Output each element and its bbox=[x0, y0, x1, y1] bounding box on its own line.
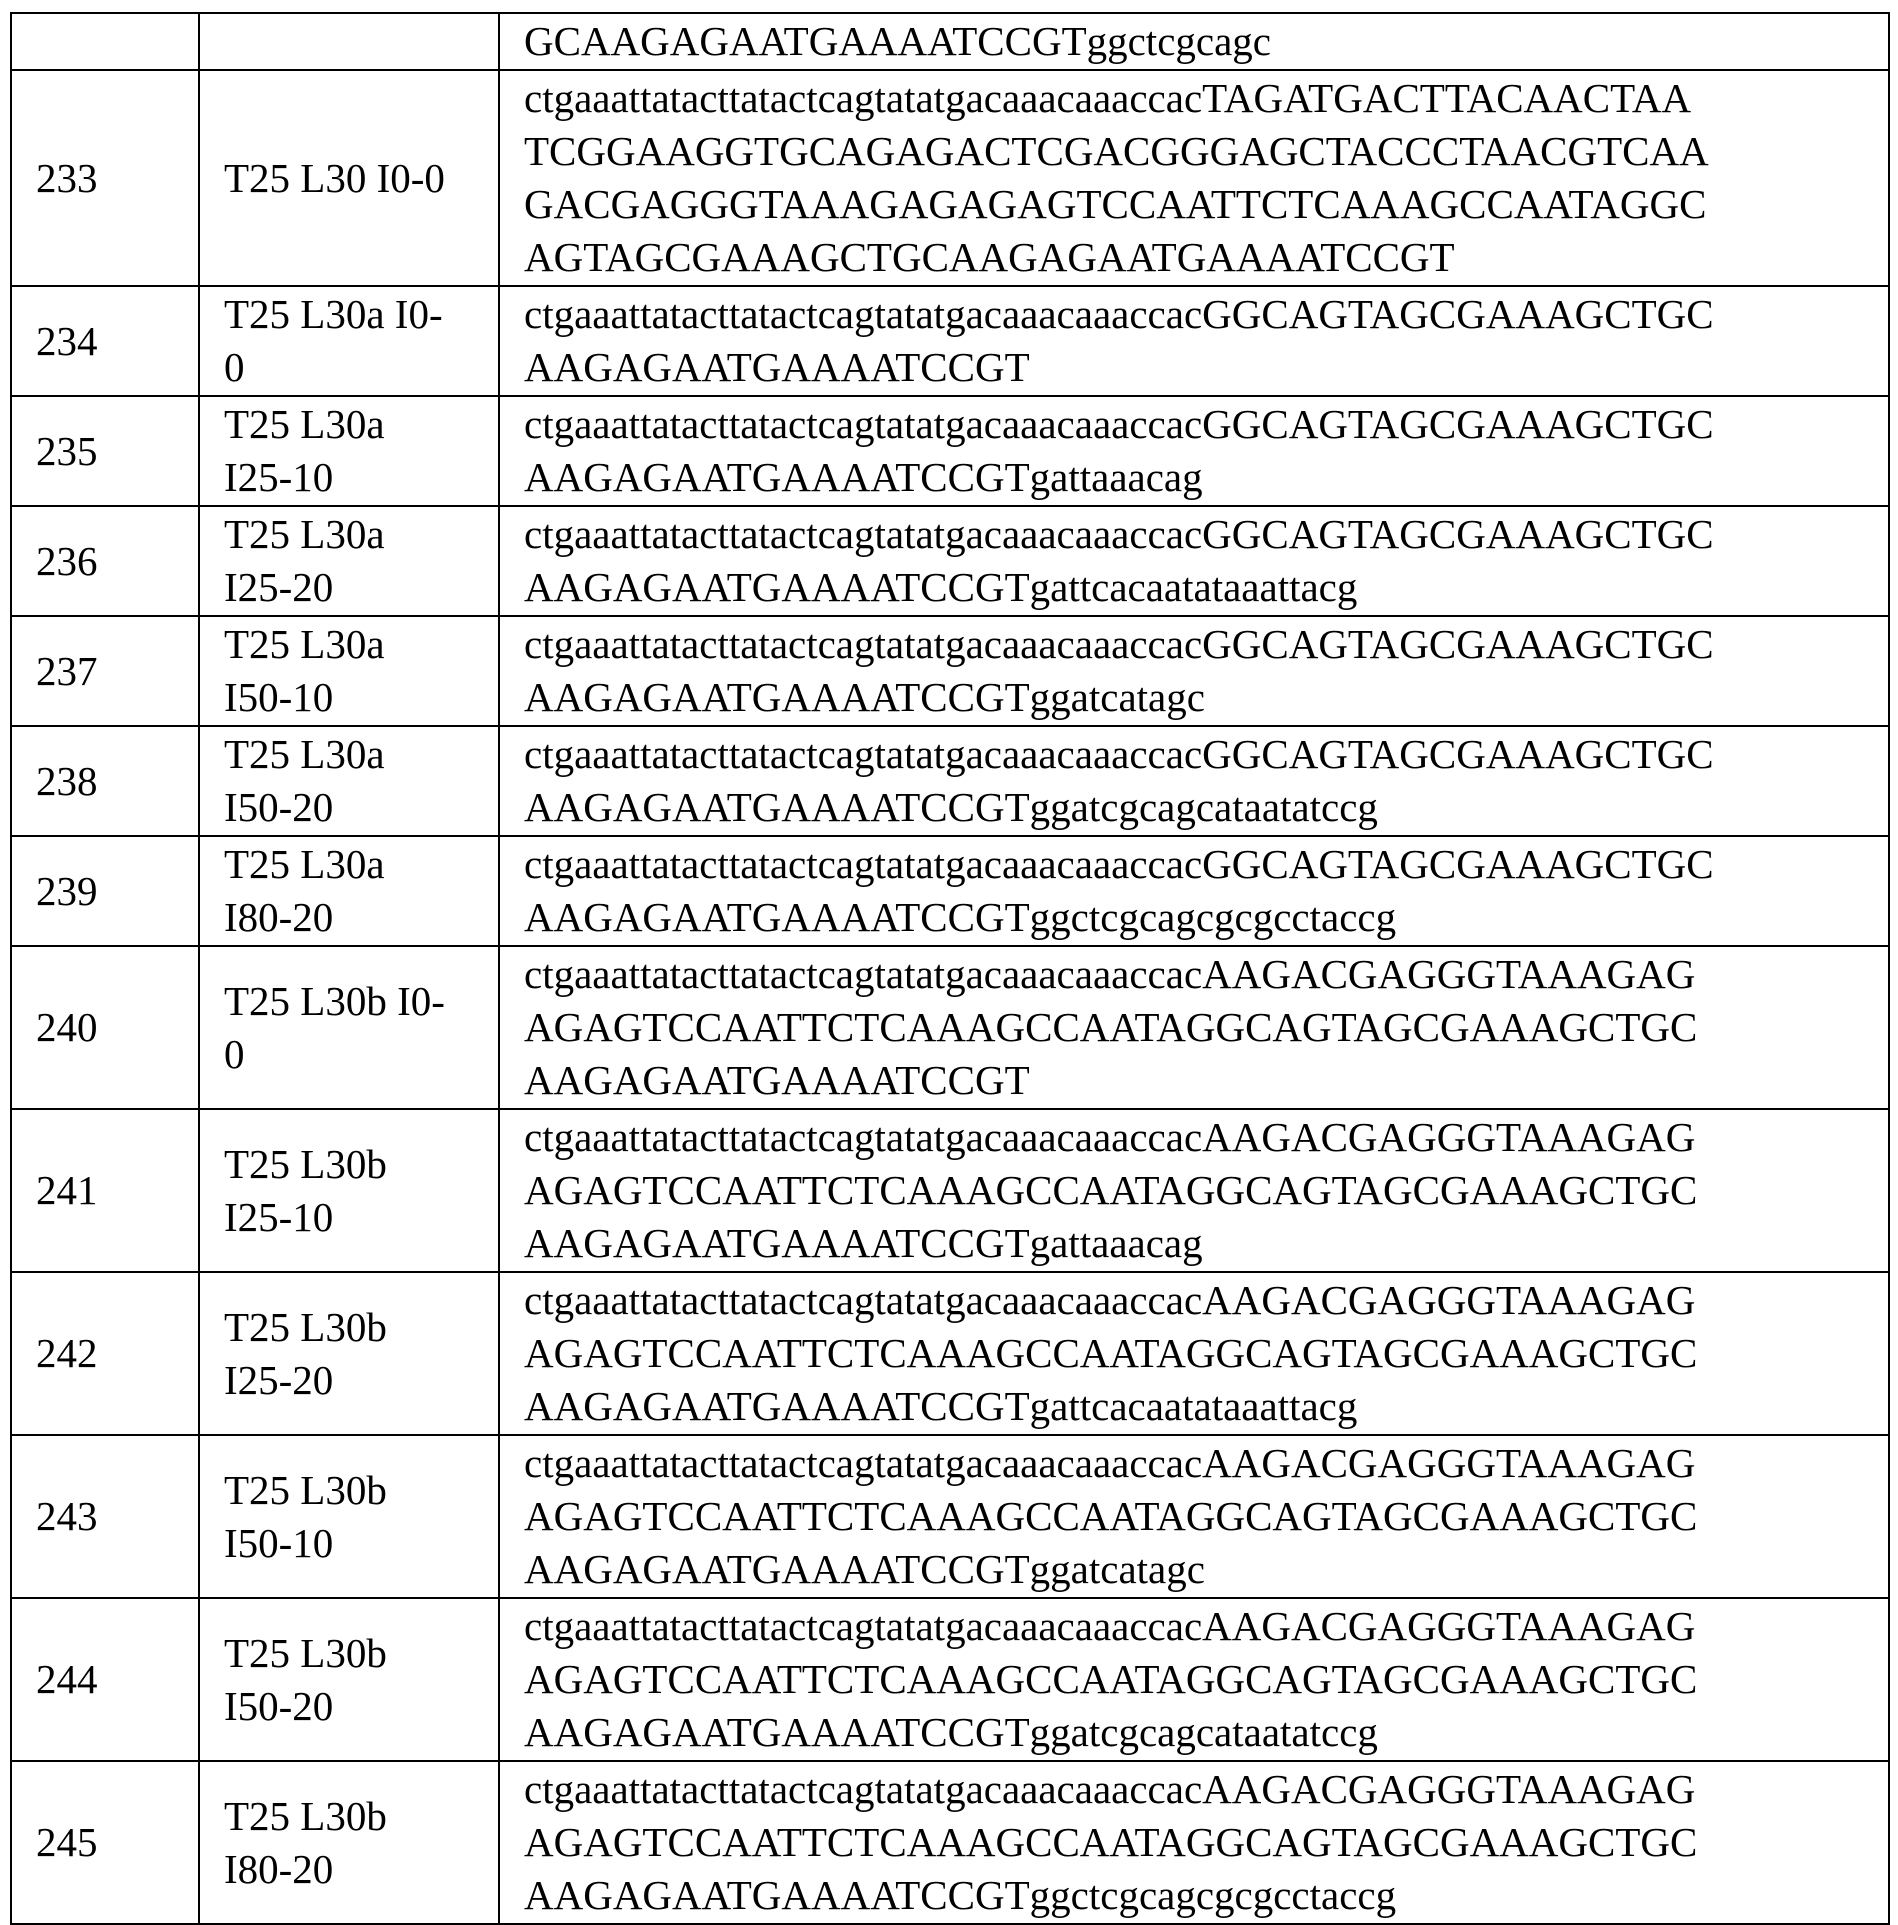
sequence-line: AGTAGCGAAAGCTGCAAGAGAATGAAAATCCGT bbox=[524, 231, 1880, 284]
sequence-line: AAGAGAATGAAAATCCGT bbox=[524, 341, 1880, 394]
construct-label-line: I25-20 bbox=[224, 1354, 490, 1407]
sequence-cell bbox=[499, 616, 1889, 726]
table-row bbox=[11, 1272, 1889, 1435]
construct-label-line: I50-10 bbox=[224, 671, 490, 724]
construct-label-line: T25 L30b bbox=[224, 1301, 490, 1354]
table-row bbox=[11, 506, 1889, 616]
seq-id-cell: 245 bbox=[11, 1761, 199, 1924]
sequence-line: GCAAGAGAATGAAAATCCGTggctcgcagc bbox=[524, 15, 1880, 68]
construct-label-cell bbox=[199, 1435, 499, 1598]
seq-id-cell: 233 bbox=[11, 70, 199, 286]
sequence-cell bbox=[499, 396, 1889, 506]
construct-label-line: I25-10 bbox=[224, 1191, 490, 1244]
sequence-cell bbox=[499, 726, 1889, 836]
sequence-line: AAGAGAATGAAAATCCGT bbox=[524, 1054, 1880, 1107]
sequence-line: ctgaaattatacttatactcagtatatgacaaacaaaccacAAGACGAGGGTAAAGAG bbox=[524, 1274, 1880, 1327]
construct-label-line: T25 L30b bbox=[224, 1138, 490, 1191]
construct-label-cell bbox=[199, 396, 499, 506]
sequence-line: AAGAGAATGAAAATCCGTggatcgcagcataatatccg bbox=[524, 781, 1880, 834]
construct-label-cell bbox=[199, 1272, 499, 1435]
seq-id-cell: 241 bbox=[11, 1109, 199, 1272]
sequence-cell bbox=[499, 286, 1889, 396]
table-row bbox=[11, 946, 1889, 1109]
sequence-line: ctgaaattatacttatactcagtatatgacaaacaaaccacAAGACGAGGGTAAAGAG bbox=[524, 1600, 1880, 1653]
seq-id-cell: 243 bbox=[11, 1435, 199, 1598]
construct-label-line: I80-20 bbox=[224, 1843, 490, 1896]
sequence-line: AGAGTCCAATTCTCAAAGCCAATAGGCAGTAGCGAAAGCTGC bbox=[524, 1164, 1880, 1217]
sequence-line: AAGAGAATGAAAATCCGTggctcgcagcgcgcctaccg bbox=[524, 1869, 1880, 1922]
table-row bbox=[11, 13, 1889, 70]
construct-label-cell bbox=[199, 506, 499, 616]
sequence-line: AGAGTCCAATTCTCAAAGCCAATAGGCAGTAGCGAAAGCTGC bbox=[524, 1490, 1880, 1543]
table-row bbox=[11, 396, 1889, 506]
construct-label-cell bbox=[199, 1598, 499, 1761]
construct-label-cell bbox=[199, 13, 499, 70]
sequence-table bbox=[10, 12, 1890, 1925]
construct-label-line: T25 L30b bbox=[224, 1464, 490, 1517]
sequence-line: AGAGTCCAATTCTCAAAGCCAATAGGCAGTAGCGAAAGCTGC bbox=[524, 1327, 1880, 1380]
sequence-line: GACGAGGGTAAAGAGAGAGTCCAATTCTCAAAGCCAATAGGC bbox=[524, 178, 1880, 231]
construct-label-cell bbox=[199, 70, 499, 286]
seq-id-cell: 240 bbox=[11, 946, 199, 1109]
table-row bbox=[11, 726, 1889, 836]
construct-label-line: 0 bbox=[224, 1028, 490, 1081]
sequence-cell bbox=[499, 1761, 1889, 1924]
construct-label-cell bbox=[199, 836, 499, 946]
sequence-line: ctgaaattatacttatactcagtatatgacaaacaaaccacGGCAGTAGCGAAAGCTGC bbox=[524, 618, 1880, 671]
construct-label-line: I50-20 bbox=[224, 1680, 490, 1733]
sequence-line: AAGAGAATGAAAATCCGTgattcacaatataaattacg bbox=[524, 561, 1880, 614]
sequence-cell bbox=[499, 506, 1889, 616]
sequence-line: AAGAGAATGAAAATCCGTgattcacaatataaattacg bbox=[524, 1380, 1880, 1433]
seq-id-cell: 236 bbox=[11, 506, 199, 616]
construct-label-line: I80-20 bbox=[224, 891, 490, 944]
sequence-line: ctgaaattatacttatactcagtatatgacaaacaaaccacGGCAGTAGCGAAAGCTGC bbox=[524, 838, 1880, 891]
sequence-line: ctgaaattatacttatactcagtatatgacaaacaaaccacTAGATGACTTACAACTAA bbox=[524, 72, 1880, 125]
sequence-line: ctgaaattatacttatactcagtatatgacaaacaaaccacAAGACGAGGGTAAAGAG bbox=[524, 1437, 1880, 1490]
sequence-cell bbox=[499, 13, 1889, 70]
table-row bbox=[11, 70, 1889, 286]
construct-label-cell bbox=[199, 1761, 499, 1924]
sequence-line: ctgaaattatacttatactcagtatatgacaaacaaaccacGGCAGTAGCGAAAGCTGC bbox=[524, 398, 1880, 451]
construct-label-line: T25 L30b bbox=[224, 1790, 490, 1843]
construct-label-line: T25 L30a bbox=[224, 728, 490, 781]
table-row bbox=[11, 1598, 1889, 1761]
seq-id-cell bbox=[11, 13, 199, 70]
construct-label-cell bbox=[199, 616, 499, 726]
sequence-line: AAGAGAATGAAAATCCGTggatcatagc bbox=[524, 1543, 1880, 1596]
seq-id-cell: 234 bbox=[11, 286, 199, 396]
construct-label-line: T25 L30 I0-0 bbox=[224, 152, 490, 205]
sequence-line: ctgaaattatacttatactcagtatatgacaaacaaaccacGGCAGTAGCGAAAGCTGC bbox=[524, 508, 1880, 561]
sequence-line: AAGAGAATGAAAATCCGTgattaaacag bbox=[524, 1217, 1880, 1270]
seq-id-cell: 238 bbox=[11, 726, 199, 836]
table-row bbox=[11, 836, 1889, 946]
sequence-line: AAGAGAATGAAAATCCGTggatcatagc bbox=[524, 671, 1880, 724]
table-row bbox=[11, 286, 1889, 396]
construct-label-line: I50-10 bbox=[224, 1517, 490, 1570]
seq-id-cell: 242 bbox=[11, 1272, 199, 1435]
construct-label-line: 0 bbox=[224, 341, 490, 394]
sequence-line: AAGAGAATGAAAATCCGTgattaaacag bbox=[524, 451, 1880, 504]
construct-label-line: T25 L30b I0- bbox=[224, 975, 490, 1028]
sequence-line: AAGAGAATGAAAATCCGTggatcgcagcataatatccg bbox=[524, 1706, 1880, 1759]
sequence-line: ctgaaattatacttatactcagtatatgacaaacaaaccacGGCAGTAGCGAAAGCTGC bbox=[524, 728, 1880, 781]
construct-label-line: I25-20 bbox=[224, 561, 490, 614]
table-row bbox=[11, 1435, 1889, 1598]
sequence-cell bbox=[499, 1598, 1889, 1761]
sequence-line: AAGAGAATGAAAATCCGTggctcgcagcgcgcctaccg bbox=[524, 891, 1880, 944]
sequence-line: AGAGTCCAATTCTCAAAGCCAATAGGCAGTAGCGAAAGCTGC bbox=[524, 1001, 1880, 1054]
construct-label-line: T25 L30a bbox=[224, 618, 490, 671]
sequence-cell bbox=[499, 1435, 1889, 1598]
sequence-cell bbox=[499, 946, 1889, 1109]
sequence-line: TCGGAAGGTGCAGAGACTCGACGGGAGCTACCCTAACGTCAA bbox=[524, 125, 1880, 178]
construct-label-line: I25-10 bbox=[224, 451, 490, 504]
sequence-line: AGAGTCCAATTCTCAAAGCCAATAGGCAGTAGCGAAAGCTGC bbox=[524, 1816, 1880, 1869]
sequence-line: AGAGTCCAATTCTCAAAGCCAATAGGCAGTAGCGAAAGCTGC bbox=[524, 1653, 1880, 1706]
sequence-cell bbox=[499, 1109, 1889, 1272]
table-row bbox=[11, 1761, 1889, 1924]
construct-label-cell bbox=[199, 1109, 499, 1272]
construct-label-cell bbox=[199, 946, 499, 1109]
table-row bbox=[11, 616, 1889, 726]
seq-id-cell: 244 bbox=[11, 1598, 199, 1761]
construct-label-cell bbox=[199, 726, 499, 836]
sequence-table-body bbox=[11, 13, 1889, 1924]
sequence-line: ctgaaattatacttatactcagtatatgacaaacaaaccacAAGACGAGGGTAAAGAG bbox=[524, 948, 1880, 1001]
sequence-cell bbox=[499, 1272, 1889, 1435]
table-row bbox=[11, 1109, 1889, 1272]
construct-label-line: T25 L30a bbox=[224, 838, 490, 891]
sequence-line: ctgaaattatacttatactcagtatatgacaaacaaaccacAAGACGAGGGTAAAGAG bbox=[524, 1763, 1880, 1816]
sequence-line: ctgaaattatacttatactcagtatatgacaaacaaaccacGGCAGTAGCGAAAGCTGC bbox=[524, 288, 1880, 341]
construct-label-line: T25 L30a I0- bbox=[224, 288, 490, 341]
seq-id-cell: 235 bbox=[11, 396, 199, 506]
seq-id-cell: 239 bbox=[11, 836, 199, 946]
sequence-cell bbox=[499, 836, 1889, 946]
sequence-line: ctgaaattatacttatactcagtatatgacaaacaaaccacAAGACGAGGGTAAAGAG bbox=[524, 1111, 1880, 1164]
construct-label-cell bbox=[199, 286, 499, 396]
sequence-cell bbox=[499, 70, 1889, 286]
construct-label-line: I50-20 bbox=[224, 781, 490, 834]
construct-label-line: T25 L30a bbox=[224, 398, 490, 451]
construct-label-line: T25 L30a bbox=[224, 508, 490, 561]
seq-id-cell: 237 bbox=[11, 616, 199, 726]
construct-label-line: T25 L30b bbox=[224, 1627, 490, 1680]
